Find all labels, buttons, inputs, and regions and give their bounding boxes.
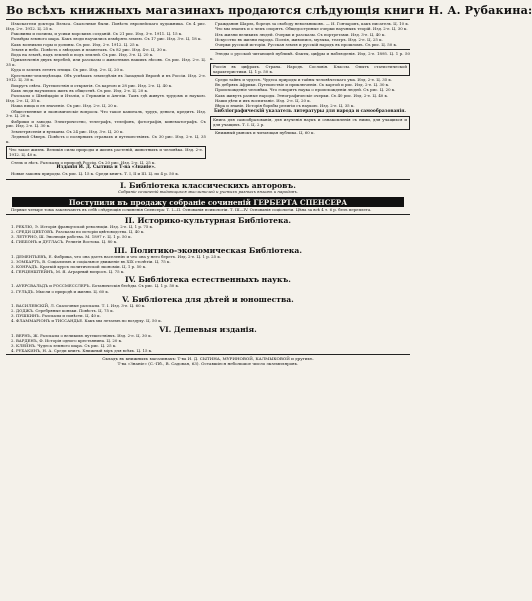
left-column — [6, 22, 206, 177]
section-children-list — [6, 304, 410, 324]
newspaper-page — [6, 3, 532, 593]
book-entry: Очерки русской исторіи. Русская земля и русскій народъ въ прошломъ. Съ рис. Ц. 50 к. — [215, 42, 398, 48]
catalog-item: 2. ЗОМБАРТЪ, В. Соціализмъ и соціальное движеніе въ XIX столѣтіи. Ц. 75 к. — [11, 258, 171, 264]
book-entry: Наша пища и ея значеніе. Съ рис. Изд. 2-е. Ц. 20 к. — [11, 103, 118, 109]
catalog-item: 3. ПУШКИНЪ. Разсказы и повѣсти. Ц. 40 к. — [11, 313, 101, 319]
book-entry: Книжный рынокъ и читающая публика. Ц. 60 к. — [215, 130, 315, 135]
column-subheading: Библіографическій указатель литературы для народа и самообразованія. — [214, 108, 406, 114]
book-entry: Раковины и полипы, и усики морскихъ созданій. Съ 21 рис. Изд. 3-е. 1911. Ц. 15 к. — [11, 31, 183, 36]
catalog-item: 4. ГИББОНЪ и ДУГЛАСЪ. Религія Востока. Ц. 80 к. — [11, 238, 118, 244]
right-column — [210, 22, 410, 177]
book-entry: Этюды о русской читающей публикѣ. Факты, цифры и наблюденія. Изд. 2-е. 1895. Ц. 1 р. 50 к. — [210, 50, 410, 61]
book-entry: Что мы знаемъ и о чемъ спорятъ. Общедоступные очерки научныхъ теорій. Изд. 2-е. Ц. 30 к. — [215, 26, 408, 32]
book-entry: Среди тайнъ и чудесъ. Чудеса природы и тайны человѣческаго ума. Изд. 2-е. Ц. 35 к. — [215, 76, 393, 82]
book-entry: Какъ люди научились жить въ обществѣ. Съ рис. Изд. 2-е. Ц. 20 к. — [11, 88, 149, 94]
column-subheading: Изданія И. Д. Сытина и Т-ва «Знаніе». — [56, 165, 156, 171]
section-natural-sciences-list — [6, 284, 410, 294]
catalog-item: 2. ВАРДЕНЪ, Ф. Исторія одного крестьянина. Ц. 20 к. — [11, 338, 123, 344]
catalog-item: 4. ФЛАММАРІОНЪ и ТИССАНДЬЕ. Какъ мы летаемъ по воздуху. Ц. 50 к. — [11, 318, 162, 324]
catalog-item: 4. ГЕРЦЕНШТЕЙНЪ, М. Я. Аграрный вопросъ. Ц. 75 к. — [11, 268, 125, 274]
book-entry: Степь и лѣсъ. Разсказы о природѣ Россіи. Съ 20 рис. Изд. 2-е. Ц. 25 к. — [11, 159, 156, 165]
book-entry: Крестьяне-земледѣльцы. Объ успѣхахъ земледѣлія въ Западной Европѣ и въ Россіи. Изд. 2-е. 1912. Ц. 30 к. — [6, 72, 206, 83]
book-entry: Вѣра и знаніе. Исторія борьбы религіи съ наукою. Изд. 2-е. Ц. 35 к. — [215, 103, 355, 109]
boxed-book-entry: Что такое жизнь. Великія силы природы и жизнь растеній, животныхъ и человѣка. Изд. 2-е. 1912. Ц. 40 к. — [6, 146, 206, 159]
two-column-catalog — [6, 20, 410, 180]
book-entry: Разсказы о Швейцаріи и Италіи, о Германіи и Англіи. Тамъ гдѣ живутъ трудомъ и наукою. Изд. 2-е. Ц. 35 к. — [6, 93, 206, 104]
spencer-banner: Поступили въ продажу собраніе сочиненій ГЕРБЕРТА СПЕНСЕРА — [12, 197, 404, 207]
section-cheap-editions-list — [6, 334, 410, 354]
catalog-item: 2. ГУЛЬДЪ. Мысли о природѣ и жизни. Ц. 60 к. — [11, 288, 110, 294]
catalog-item: 2. СРЕДИ ЦВѢТОВЪ. Разсказы по исторіи цвѣтоводства. Ц. 40 к. — [11, 228, 145, 234]
book-entry: Гражданин Шарль, борецъ за свободу невольниковъ. — И. Гончаровъ, какъ писатель. Ц. 10 к. — [215, 21, 410, 26]
catalog-item: 3. КОНРАДЪ. Краткій курсъ политической экономіи. Ц. 1 р. 50 к. — [11, 263, 147, 269]
book-entry: Новые законы природы. Съ рис. Ц. 15 к. Среди книгъ. Т. I, II и III. Ц. по 4 р. 50 к. — [11, 171, 180, 177]
catalog-item: 1. ВАСИЛЕВСКІЙ, Л. Сказочные разсказы. Т. I. Изд. 3-е. Ц. 60 к. — [11, 303, 146, 309]
book-entry: Фабрики и заводы. Электричество, телеграфъ, телефонъ, фотографія, кинематографъ. Съ рис. Изд. 2-е. Ц. 30 к. — [6, 118, 206, 129]
page-footer — [6, 354, 410, 366]
section-economics-list — [6, 255, 410, 275]
catalog-item: 1. АУЕРСВАЛЬДЪ и РОССМЕССЛЕРЪ. Ботаническія бесѣды. Съ рис. Ц. 1 р. 50 к. — [11, 283, 180, 289]
catalog-item: 3. ЛЕТУРНО, Ш. Эволюція рабства. М. 1897 г. Ц. 1 р. 50 к. — [11, 233, 132, 239]
section-title-children: V. Библіотека для дѣтей и юношества. — [122, 295, 294, 305]
book-entry: Изъ жизни великихъ людей. Очерки и разсказы. Съ портретами. Изд. 3-е. Ц. 40 к. — [215, 31, 386, 37]
book-entry: Вода на землѣ, надъ землей и подъ землей. Съ рис. Изд. 3-е. Ц. 20 к. — [11, 52, 154, 58]
page-masthead: Во всѣхъ книжныхъ магазинахъ продаются слѣдующія книги Н. А. Рубакина: — [6, 4, 410, 20]
book-entry: Въ дебряхъ Африки. Путешествіе и приключенія. Съ картой и рис. Изд. 2-е. Ц. 30 к. — [215, 82, 390, 87]
catalog-item: 1. РЕКЛЮ, Э. Исторія французской революціи. Изд. 2-е. Ц. 1 р. 75 к. — [11, 223, 154, 229]
section-title-economics: III. Политико-экономическая Библіотека. — [114, 245, 302, 255]
boxed-book-entry: Книга для самообразованія, для изученія наукъ и ознакомленія съ ними, для учащихся и для учащихъ. Т. I. Ц. 2 р. — [210, 116, 410, 129]
book-entry: Вокругъ свѣта. Путешествія и открытія. Съ картою и 28 рис. Изд. 2-е. Ц. 40 к. — [11, 82, 173, 88]
catalog-item: 4. РУБАКИНЪ, Н. А. Среди книгъ. Книжный міръ для всѣхъ. Ц. 15 к. — [11, 348, 153, 354]
book-entry: Какъ возникли горы и долины. Съ рис. Изд. 2-е. 1912. Ц. 25 к. — [11, 41, 140, 47]
book-entry: Куда и зачемъ летятъ птицы. Съ рис. Изд. 2-е. Ц. 20 к. — [11, 67, 124, 73]
book-entry: Земля и небо. Повѣсть о звѣздахъ и планетахъ. Съ 82 рис. Изд. 4-е. Ц. 30 к. — [11, 46, 167, 52]
book-entry: Размѣры земного шара. Какъ люди научились измѣрять землю. Съ 17 рис. Изд. 3-е. Ц. 18 к. — [11, 36, 202, 42]
book-entry: Какъ живутъ разные народы. Этнографическіе очерки. Съ 40 рис. Изд. 2-е. Ц. 40 к. — [215, 92, 389, 98]
book-entry: Ледяной Сѣверъ. Повѣсть о полярныхъ странахъ и путешествіяхъ. Съ 30 рис. Изд. 2-е. Ц. 35 к. — [6, 133, 206, 144]
footer-line-1: Складъ въ книжныхъ магазинахъ: Т-ва И. Д. СЫТИНА, МУРИНОВОЙ, КАЛМЫКОВОЙ и другихъ. — [102, 356, 314, 362]
book-entry: Изыскатели доктора Вэльса. Сказочные были. Повѣсть европейскаго художника. Съ 4 рис. Изд. 2-е. 1912. Ц. 25 к. — [6, 21, 206, 31]
footer-line-2: Т-ва «Знаніе» (С.-Пб., В. Садовая, 63). Оставшіеся небольшое число экземпляровъ. — [117, 361, 299, 367]
boxed-book-entry: Россія въ цифрахъ. Страна. Народъ. Сословія. Классы. Опытъ статистической характеристики. Ц. 1 р. 50 к. — [210, 63, 410, 76]
book-entry: Наши дѣти и ихъ воспитаніе. Изд. 2-е. Ц. 20 к. — [215, 97, 311, 103]
book-entry: Искусство въ жизни народа. Поэзія, живопись, музыка, театръ. Изд. 2-е. Ц. 25 к. — [215, 36, 383, 42]
spencer-description-text: Первые четыре тома заключаютъ въ себѣ слѣдующія сочиненія Спенсера: Т. I—II. Основанія психологіи. Т. III—IV. Основанія соціологіи. Цѣна за всѣ 4 т. 6 р. безъ переплета. — [11, 207, 372, 213]
catalog-item: 1. ВЕРНЪ, Ж. Разсказы о великихъ путешествіяхъ. Изд. 2-е. Ц. 30 к. — [11, 332, 152, 338]
catalog-item: 1. ДЕМЕНТЬЕВЪ, Е. Фабрика, что она даетъ населенію и что она у него беретъ. Изд. 2-е. Ц. 1 р. 25 к. — [11, 253, 222, 259]
section-history-list — [6, 225, 410, 245]
section-title-classics: I. Библіотека классическихъ авторовъ. — [120, 181, 296, 191]
section-title-natural-sciences: IV. Библіотека естественныхъ наукъ. — [125, 275, 291, 285]
catalog-item: 3. КЛЕЙНЪ. Чудеса земного шара. Съ рис. Ц. 25 к. — [11, 343, 117, 349]
section-title-cheap-editions: VI. Дешевыя изданія. — [159, 324, 257, 334]
book-entry: Землетрясенія и вулканы. Съ 24 рис. Изд. 3-е. Ц. 20 к. — [11, 128, 124, 134]
spencer-description — [6, 208, 410, 213]
section-title-history: II. Историко-культурная Библіотека. — [124, 215, 292, 225]
book-entry: Приключенія двухъ веребей, или разсказы о животныхъ нашихъ лѣсовъ. Съ рис. Изд. 2-е. Ц. 35 к. — [6, 57, 206, 68]
book-entry: Происхожденіе человѣка. Что говоритъ наука о происхожденіи людей. Съ рис. Ц. 20 к. — [215, 87, 396, 93]
catalog-item: 2. ДОДЖЪ. Серебряные коньки. Повѣсть. Ц. 75 к. — [11, 308, 114, 314]
section-subtitle-classics: Собраніе сочиненій выдающихся мыслителей и ученыхъ разныхъ вѣковъ и народовъ. — [118, 189, 298, 195]
divider — [6, 214, 410, 215]
book-entry: Общественные и экономическіе вопросы. Что такое капиталъ, трудъ, деньги, кредитъ. Изд. 3-е. Ц. 20 к. — [6, 108, 206, 119]
